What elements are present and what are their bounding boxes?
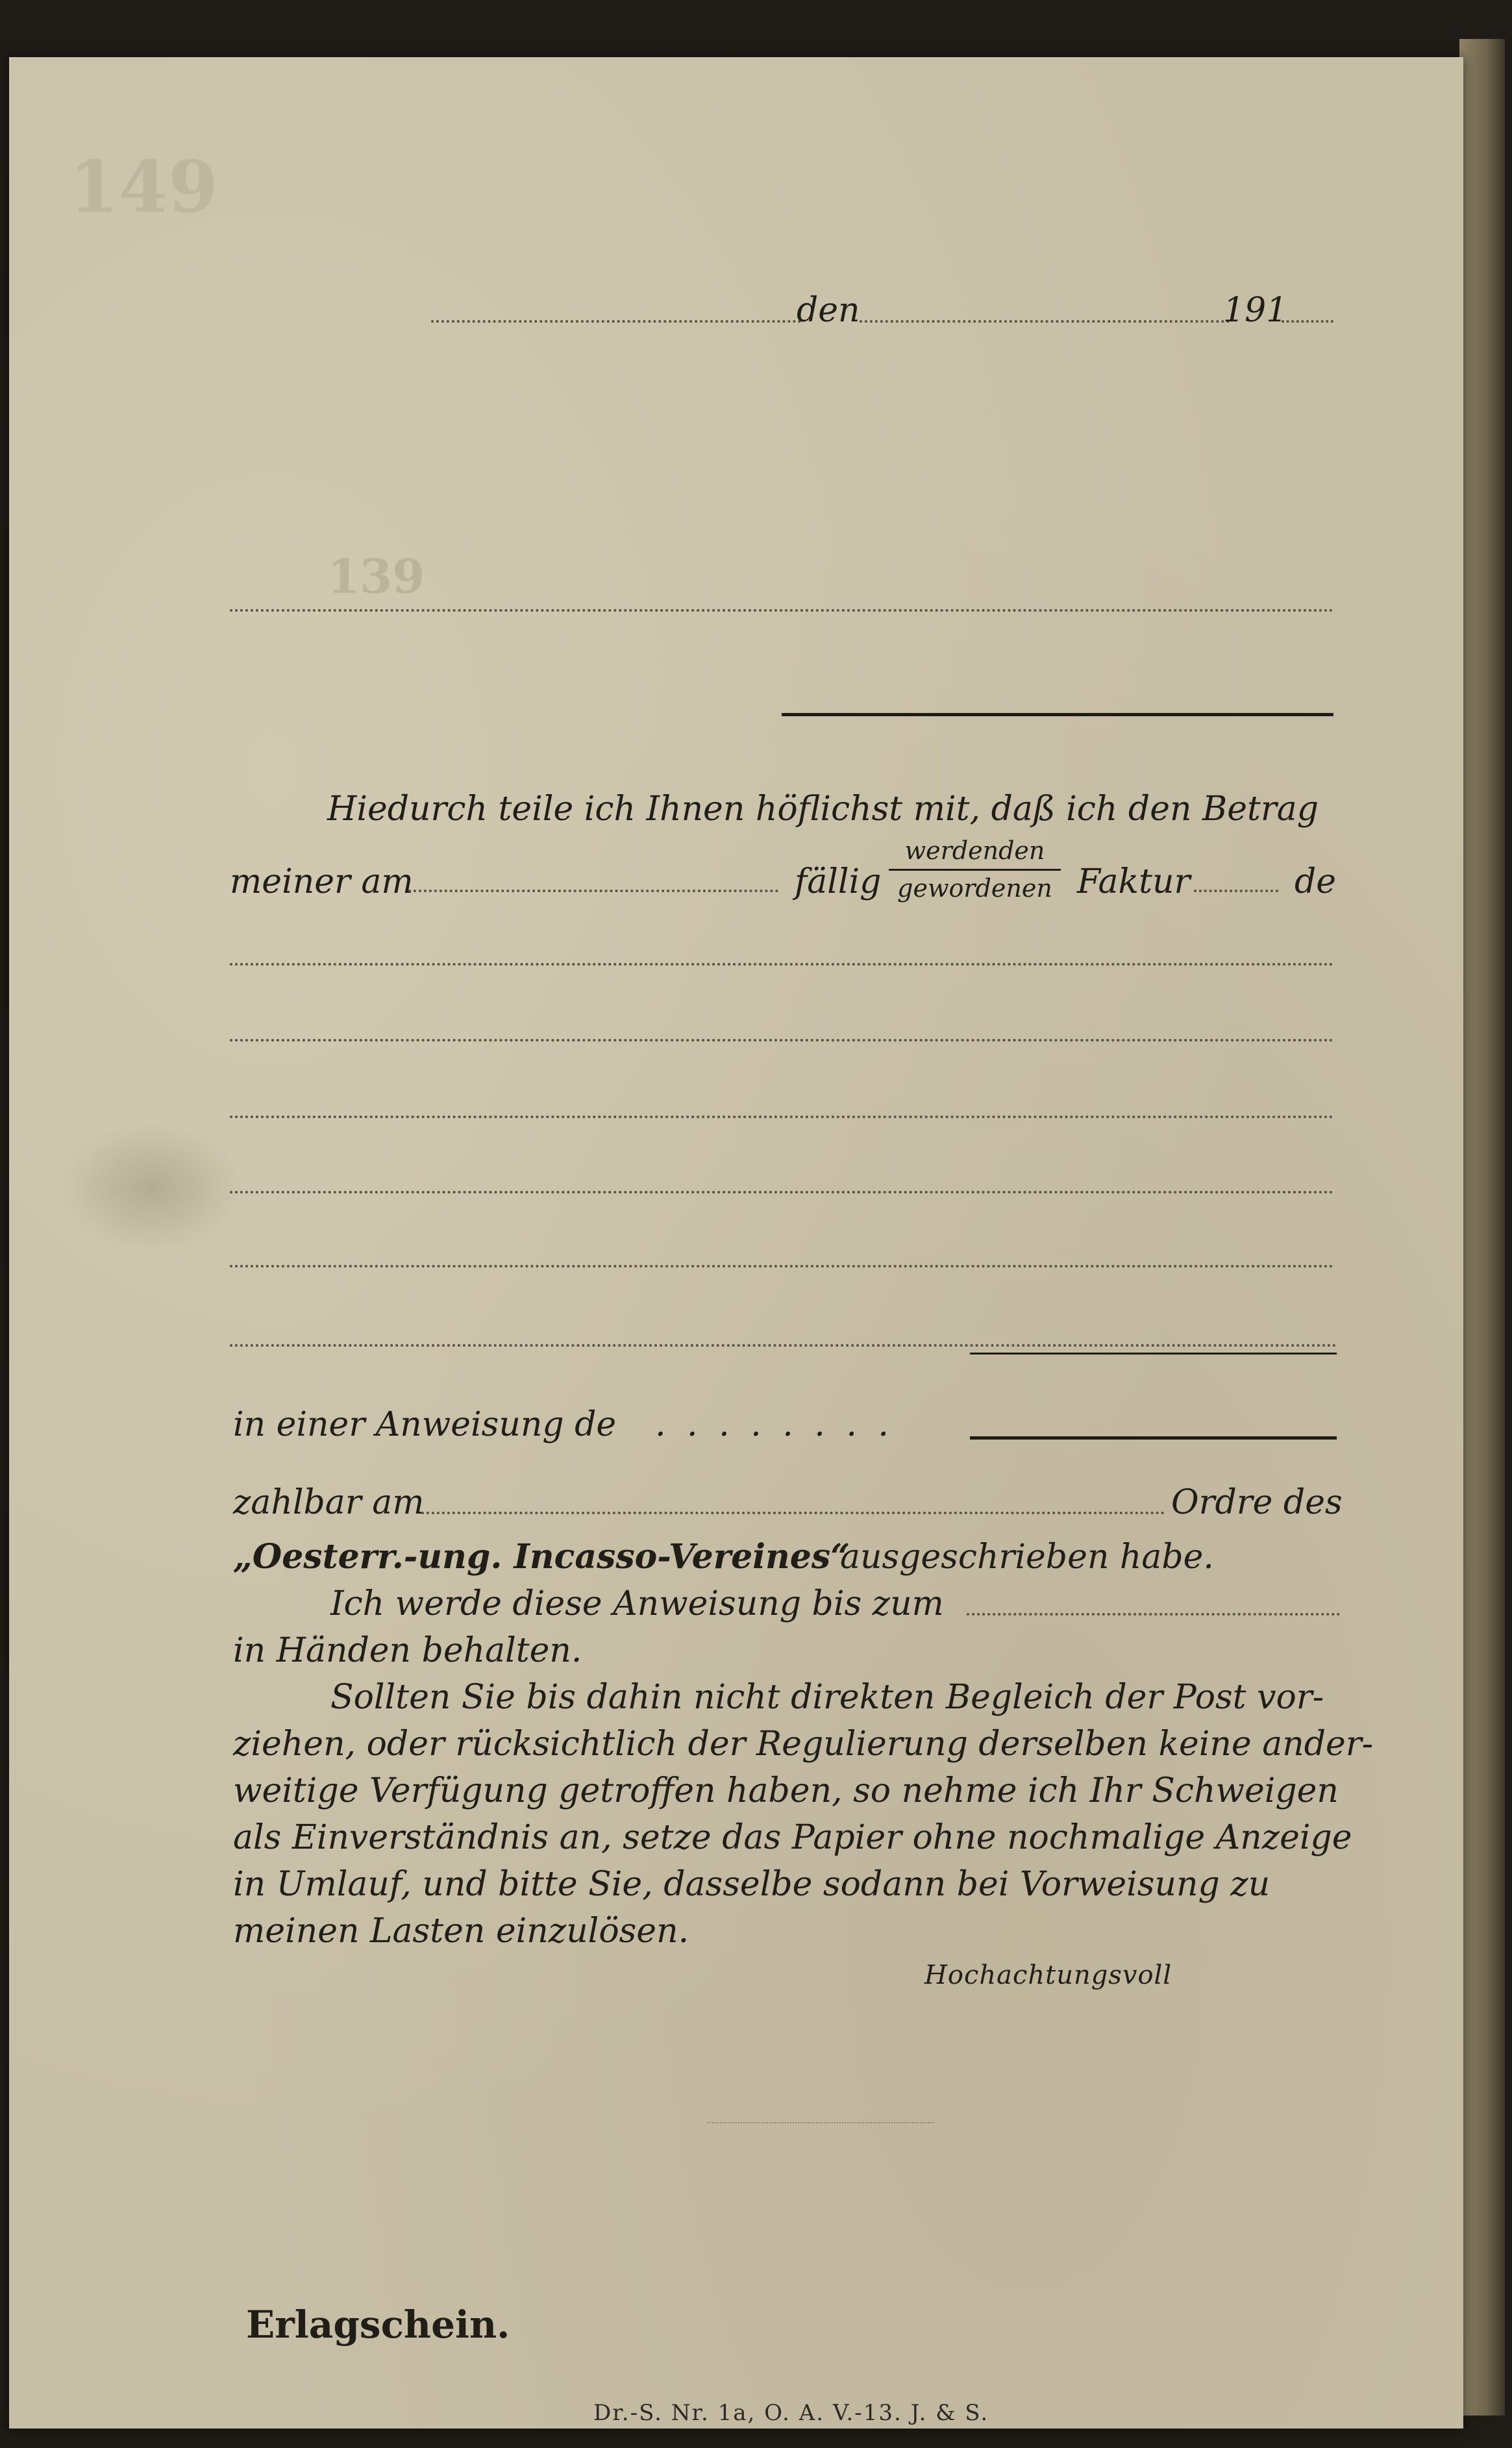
paragraph-2-line-3: weitige Verfügung getroffen haben, so nehme ich Ihr Schweigen: [233, 1771, 1339, 1810]
paragraph-2-line-6: meinen Lasten einzulösen.: [233, 1912, 689, 1951]
faellig-label: fällig: [795, 862, 882, 901]
date-den-label: den: [797, 291, 860, 330]
footer-title: Erlagschein.: [246, 2303, 510, 2347]
closing-text: Hochachtungsvoll: [924, 1960, 1172, 1990]
fill-line-6[interactable]: [230, 1344, 1337, 1347]
paragraph-2-line-1: Sollten Sie bis dahin nicht direkten Begleich der Post vor-: [330, 1678, 1324, 1717]
faint-corner-mark: 149: [69, 145, 218, 229]
addressee-field[interactable]: [230, 609, 1333, 612]
date-year-prefix: 191: [1223, 291, 1288, 330]
place-field[interactable]: [431, 320, 801, 323]
fill-line-3[interactable]: [230, 1116, 1333, 1118]
fill-line-2[interactable]: [230, 1039, 1333, 1042]
verein-name: „Oesterr.-ung. Incasso-Vereines“: [233, 1537, 850, 1577]
body-line-2-end: de: [1295, 862, 1337, 901]
signature-field[interactable]: [707, 2122, 934, 2123]
paragraph-1-line-1: Ich werde diese Anweisung bis zum: [330, 1584, 944, 1623]
body-line-1: Hiedurch teile ich Ihnen höflichst mit, daß ich den Betrag: [327, 790, 1319, 829]
amount-rule-top: [970, 1353, 1337, 1355]
printer-line: Dr.-S. Nr. 1a, O. A. V.-13. J. & S.: [593, 2400, 989, 2426]
invoice-field[interactable]: [1194, 890, 1278, 892]
paragraph-2-line-2: ziehen, oder rücksichtlich der Regulierung derselben keine ander-: [233, 1725, 1374, 1764]
addressee-rule: [782, 713, 1333, 716]
paragraph-2-line-4: als Einverständnis an, setze das Papier ohne nochmalige Anzeige: [233, 1818, 1352, 1857]
ausgeschrieben-label: ausgeschrieben habe.: [840, 1538, 1214, 1577]
anweisung-line-1: in einer Anweisung de: [233, 1405, 617, 1444]
hold-until-field[interactable]: [967, 1613, 1340, 1616]
paper-smudge: [61, 1122, 243, 1252]
ordre-label: Ordre des: [1171, 1483, 1343, 1522]
fraction-bottom: gewordenen: [897, 874, 1052, 903]
payable-date-field[interactable]: [421, 1512, 1165, 1514]
book-edge: [1459, 39, 1505, 2416]
paragraph-2-line-5: in Umlauf, und bitte Sie, dasselbe sodann bei Vorweisung zu: [233, 1865, 1270, 1904]
due-date-field[interactable]: [408, 890, 778, 892]
body-line-2-start: meiner am: [230, 862, 414, 901]
date-day-field[interactable]: [860, 320, 1230, 323]
zahlbar-label: zahlbar am: [233, 1483, 425, 1522]
amount-field[interactable]: [970, 1436, 1337, 1440]
anweisung-dots: . . . . . . . .: [655, 1405, 894, 1444]
fraction-top: werdenden: [904, 836, 1045, 865]
fill-line-1[interactable]: [230, 963, 1333, 966]
form-sheet: [9, 57, 1463, 2429]
faint-stamp-number: 139: [327, 549, 425, 604]
paragraph-1-line-2: in Händen behalten.: [233, 1631, 582, 1670]
date-year-field[interactable]: [1282, 320, 1333, 323]
faktur-label: Faktur: [1077, 862, 1191, 901]
fill-line-5[interactable]: [230, 1265, 1333, 1268]
fraction-line: [889, 869, 1061, 871]
fill-line-4[interactable]: [230, 1191, 1333, 1193]
